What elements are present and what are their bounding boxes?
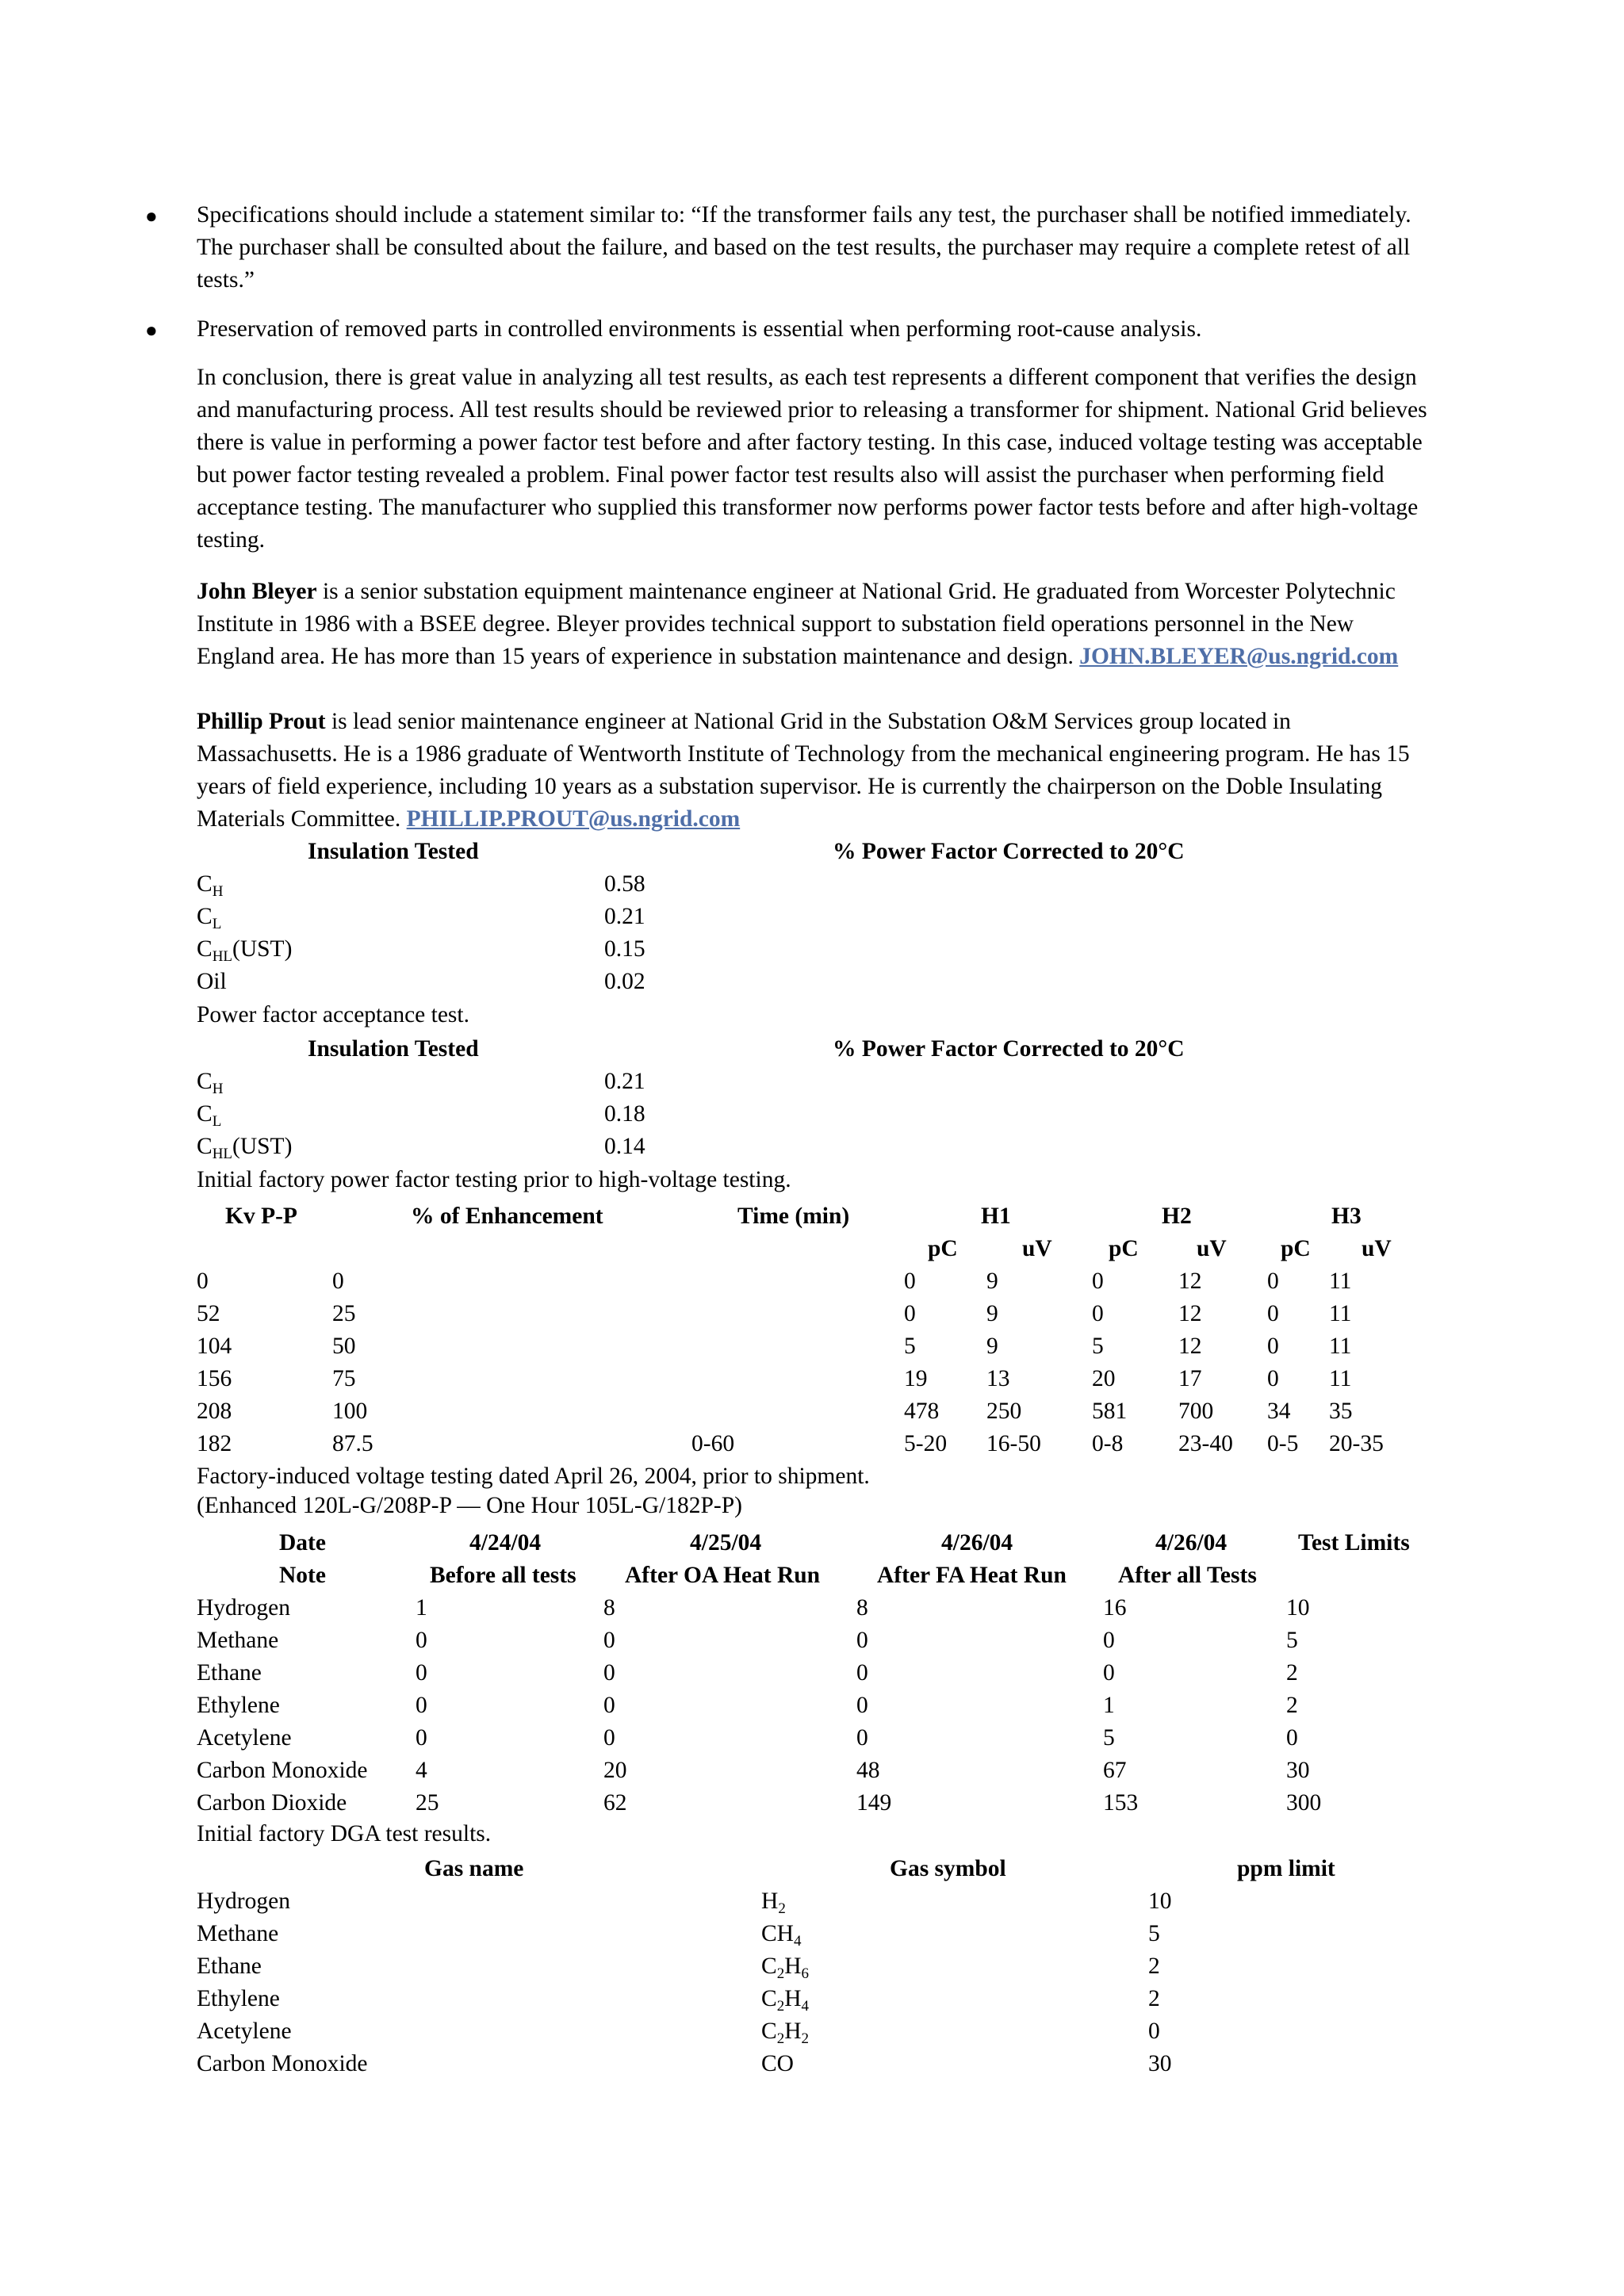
column-header: H2: [1162, 1203, 1192, 1229]
insulation-suffix: (UST): [232, 1134, 293, 1159]
insulation-label: [197, 1098, 221, 1131]
column-header: Insulation Tested: [308, 1036, 479, 1062]
table-cell: 67: [1103, 1758, 1127, 1783]
table-cell: 0: [856, 1628, 868, 1653]
insulation-symbol: C: [197, 1134, 213, 1159]
table-cell: 8: [603, 1595, 615, 1621]
insulation-label: [197, 868, 223, 901]
table-cell: 12: [1178, 1334, 1202, 1359]
insulation-symbol: C: [197, 871, 213, 897]
table-cell: 0-5: [1267, 1431, 1299, 1456]
table-cell: 156: [197, 1366, 232, 1391]
table-cell: 5: [904, 1334, 916, 1359]
table-cell: 0: [1286, 1725, 1298, 1751]
gas-name: Methane: [197, 1921, 279, 1946]
table-cell: Carbon Monoxide: [197, 1758, 368, 1783]
gas-symbol-part: H: [761, 1888, 779, 1914]
subheader: pC: [928, 1236, 958, 1261]
gas-name: Ethylene: [197, 1986, 280, 2011]
table-cell: 12: [1178, 1269, 1202, 1294]
column-header: 4/26/04: [941, 1530, 1013, 1556]
table-cell: 149: [856, 1790, 892, 1816]
ppm-limit: 2: [1148, 1986, 1160, 2011]
table-cell: 2: [1286, 1660, 1298, 1686]
ppm-limit: 2: [1148, 1954, 1160, 1979]
subheader: uV: [1022, 1236, 1052, 1261]
table-cell: 25: [332, 1301, 356, 1326]
email-link-phillip-prout[interactable]: PHILLIP.PROUT@us.ngrid.com: [406, 806, 741, 832]
table-cell: 0: [904, 1301, 916, 1326]
table-cell: 9: [986, 1334, 998, 1359]
column-header: % Power Factor Corrected to 20°C: [833, 1036, 1185, 1062]
table-cell: 4: [416, 1758, 427, 1783]
table-cell: 11: [1329, 1301, 1352, 1326]
bio-phillip-prout: [197, 706, 1418, 836]
insulation-label: [197, 933, 292, 966]
table-cell: 0: [416, 1660, 427, 1686]
gas-symbol: [761, 1885, 786, 1918]
gas-symbol-subscript: 4: [801, 1998, 809, 2015]
gas-symbol-part: H: [784, 2019, 802, 2044]
power-factor-value: 0.58: [604, 871, 645, 897]
column-header: % of Enhancement: [411, 1203, 603, 1229]
gas-symbol-part: H: [784, 1986, 802, 2011]
table-cell: 8: [856, 1595, 868, 1621]
bio-name: Phillip Prout: [197, 709, 326, 734]
insulation-subscript: H: [212, 883, 224, 900]
table-caption: Initial factory power factor testing prior to high-voltage testing.: [197, 1167, 791, 1192]
table-cell: Methane: [197, 1628, 279, 1653]
table-cell: 9: [986, 1301, 998, 1326]
ppm-limit: 10: [1148, 1888, 1172, 1914]
bullet-retest-statement: Specifications should include a statement similar to: “If the transformer fails any test, the purchaser shall be notified immediately. The purchaser shall be consulted about the failure, and based on the test results, the purchaser may require a complete retest of all tests.”: [197, 202, 1411, 293]
table-cell: 0-60: [691, 1431, 735, 1456]
column-subheader: Before all tests: [430, 1563, 576, 1588]
bullet-marker: ●: [145, 205, 158, 228]
ppm-limit: 0: [1148, 2019, 1160, 2044]
table-caption-note: (Enhanced 120L-G/208P-P — One Hour 105L-G/182P-P): [197, 1493, 742, 1518]
table-cell: 20: [1092, 1366, 1116, 1391]
subheader: pC: [1109, 1236, 1139, 1261]
power-factor-value: 0.18: [604, 1101, 645, 1127]
table-cell: 25: [416, 1790, 439, 1816]
table-cell: 100: [332, 1399, 368, 1424]
gas-symbol-subscript: 2: [776, 1998, 785, 2015]
bio-text: is lead senior maintenance engineer at National Grid in the Substation O&M Services group located in Massachusetts. He is a 1986 graduate of Wentworth Institute of Technology from the mechanical engineering program. He has 15 years of field experience, including 10 years as a substation supervisor. He is currently the chairperson on the Doble Insulating Materials Committee.: [197, 709, 1410, 832]
table-cell: 11: [1329, 1334, 1352, 1359]
column-header: 4/26/04: [1155, 1530, 1228, 1556]
column-header: H3: [1331, 1203, 1362, 1229]
power-factor-value: 0.21: [604, 1069, 645, 1094]
subheader: uV: [1197, 1236, 1227, 1261]
table-cell: 20: [603, 1758, 627, 1783]
table-cell: 50: [332, 1334, 356, 1359]
table-caption: Power factor acceptance test.: [197, 1002, 469, 1027]
table-cell: 0: [1267, 1301, 1279, 1326]
table-cell: 35: [1329, 1399, 1353, 1424]
table-cell: 208: [197, 1399, 232, 1424]
subheader: pC: [1281, 1236, 1311, 1261]
insulation-symbol: Oil: [197, 969, 227, 994]
table-cell: 11: [1329, 1366, 1352, 1391]
gas-symbol-part: C: [761, 1954, 777, 1979]
table-cell: 5-20: [904, 1431, 948, 1456]
table-cell: 478: [904, 1399, 940, 1424]
table-cell: 182: [197, 1431, 232, 1456]
table-cell: 52: [197, 1301, 220, 1326]
table-cell: 0: [856, 1660, 868, 1686]
table-cell: 0: [904, 1269, 916, 1294]
gas-symbol-part: CH: [761, 1921, 794, 1946]
table-cell: 700: [1178, 1399, 1214, 1424]
conclusion-paragraph: In conclusion, there is great value in analyzing all test results, as each test represents a different component that verifies the design and manufacturing process. All test results should be reviewed prior to releasing a transformer for shipment. National Grid believes there is value in performing a power factor test before and after factory testing. In this case, induced voltage testing was acceptable but power factor testing revealed a problem. Final power factor test results also will assist the purchaser when performing field acceptance testing. The manufacturer who supplied this transformer now performs power factor tests before and after high-voltage testing.: [197, 365, 1427, 553]
table-cell: 104: [197, 1334, 232, 1359]
column-header: ppm limit: [1237, 1856, 1335, 1881]
column-header: Gas symbol: [890, 1856, 1006, 1881]
power-factor-value: 0.14: [604, 1134, 645, 1159]
gas-name: Ethane: [197, 1954, 262, 1979]
column-header: Test Limits: [1298, 1530, 1410, 1556]
power-factor-value: 0.15: [604, 936, 645, 962]
insulation-subscript: L: [212, 1113, 222, 1130]
gas-symbol-part: CO: [761, 2051, 794, 2076]
gas-symbol-part: H: [784, 1954, 802, 1979]
bio-text: is a senior substation equipment maintenance engineer at National Grid. He graduated from Worcester Polytechnic Institute in 1986 with a BSEE degree. Bleyer provides technical support to substation field operations personnel in the New England area. He has more than 15 years of experience in substation maintenance and design.: [197, 579, 1396, 669]
insulation-symbol: C: [197, 1069, 213, 1094]
email-link-john-bleyer[interactable]: JOHN.BLEYER@us.ngrid.com: [1079, 644, 1399, 669]
table-cell: 0: [603, 1725, 615, 1751]
insulation-symbol: C: [197, 1101, 213, 1127]
gas-symbol: [761, 2048, 794, 2080]
table-cell: 1: [416, 1595, 427, 1621]
insulation-subscript: HL: [212, 948, 233, 965]
subheader: uV: [1362, 1236, 1392, 1261]
table-cell: 1: [1103, 1693, 1115, 1718]
table-caption: Factory-induced voltage testing dated April 26, 2004, prior to shipment.: [197, 1464, 870, 1489]
column-header: Insulation Tested: [308, 839, 479, 864]
table-cell: 0: [1103, 1660, 1115, 1686]
table-cell: 5: [1092, 1334, 1104, 1359]
table-cell: Ethylene: [197, 1693, 280, 1718]
column-header: % Power Factor Corrected to 20°C: [833, 839, 1185, 864]
bullet-marker: ●: [145, 319, 158, 342]
insulation-label: [197, 1066, 223, 1098]
table-cell: 581: [1092, 1399, 1128, 1424]
gas-name: Hydrogen: [197, 1888, 290, 1914]
table-cell: Carbon Dioxide: [197, 1790, 347, 1816]
table-cell: 17: [1178, 1366, 1202, 1391]
table-cell: 19: [904, 1366, 928, 1391]
gas-name: Carbon Monoxide: [197, 2051, 368, 2076]
gas-symbol-subscript: 2: [776, 2030, 785, 2047]
insulation-label: [197, 966, 227, 998]
column-header: Date: [279, 1530, 326, 1556]
table-cell: 0: [603, 1693, 615, 1718]
table-cell: 0-8: [1092, 1431, 1124, 1456]
table-cell: 0: [1092, 1301, 1104, 1326]
insulation-suffix: (UST): [232, 936, 293, 962]
insulation-symbol: C: [197, 904, 213, 929]
ppm-limit: 30: [1148, 2051, 1172, 2076]
table-cell: 300: [1286, 1790, 1322, 1816]
table-cell: 0: [416, 1725, 427, 1751]
table-cell: 0: [416, 1628, 427, 1653]
table-cell: 0: [416, 1693, 427, 1718]
column-header: Kv P-P: [225, 1203, 297, 1229]
table-cell: 250: [986, 1399, 1022, 1424]
table-cell: 30: [1286, 1758, 1310, 1783]
table-cell: 0: [1267, 1269, 1279, 1294]
insulation-symbol: C: [197, 936, 213, 962]
table-cell: 0: [1267, 1334, 1279, 1359]
table-cell: 0: [603, 1628, 615, 1653]
table-cell: 0: [332, 1269, 344, 1294]
ppm-limit: 5: [1148, 1921, 1160, 1946]
gas-symbol: [761, 1950, 809, 1983]
table-cell: 2: [1286, 1693, 1298, 1718]
table-cell: 9: [986, 1269, 998, 1294]
column-subheader: After FA Heat Run: [877, 1563, 1067, 1588]
gas-symbol-part: C: [761, 2019, 777, 2044]
column-subheader: Note: [279, 1563, 326, 1588]
table-cell: 75: [332, 1366, 356, 1391]
column-header: Time (min): [737, 1203, 850, 1229]
bio-name: John Bleyer: [197, 579, 317, 604]
power-factor-value: 0.21: [604, 904, 645, 929]
table-cell: 5: [1103, 1725, 1115, 1751]
table-cell: 16: [1103, 1595, 1127, 1621]
table-cell: 13: [986, 1366, 1010, 1391]
table-cell: Ethane: [197, 1660, 262, 1686]
gas-symbol: [761, 1983, 809, 2015]
insulation-subscript: H: [212, 1081, 224, 1097]
table-cell: 0: [1103, 1628, 1115, 1653]
column-subheader: After all Tests: [1118, 1563, 1257, 1588]
column-header: 4/25/04: [690, 1530, 762, 1556]
table-cell: 16-50: [986, 1431, 1041, 1456]
bullet-preservation: Preservation of removed parts in controlled environments is essential when performing root-cause analysis.: [197, 316, 1202, 342]
table-cell: 23-40: [1178, 1431, 1233, 1456]
gas-symbol-part: C: [761, 1986, 777, 2011]
table-cell: 0: [856, 1725, 868, 1751]
insulation-label: [197, 901, 221, 933]
table-cell: 87.5: [332, 1431, 373, 1456]
table-cell: Acetylene: [197, 1725, 292, 1751]
table-cell: 5: [1286, 1628, 1298, 1653]
table-cell: 62: [603, 1790, 627, 1816]
column-header: 4/24/04: [469, 1530, 542, 1556]
table-cell: 0: [856, 1693, 868, 1718]
table-caption: Initial factory DGA test results.: [197, 1821, 492, 1846]
insulation-subscript: HL: [212, 1146, 233, 1162]
table-cell: Hydrogen: [197, 1595, 290, 1621]
gas-symbol-subscript: 2: [801, 2030, 809, 2047]
table-cell: 0: [1092, 1269, 1104, 1294]
table-cell: 10: [1286, 1595, 1310, 1621]
insulation-label: [197, 1131, 292, 1163]
table-cell: 153: [1103, 1790, 1139, 1816]
table-cell: 20-35: [1329, 1431, 1384, 1456]
table-cell: 48: [856, 1758, 880, 1783]
table-cell: 34: [1267, 1399, 1291, 1424]
gas-symbol-subscript: 2: [778, 1900, 786, 1917]
table-cell: 12: [1178, 1301, 1202, 1326]
insulation-subscript: L: [212, 916, 222, 932]
gas-symbol-subscript: 6: [801, 1965, 809, 1982]
gas-name: Acetylene: [197, 2019, 292, 2044]
column-header: Gas name: [424, 1856, 524, 1881]
table-cell: 0: [603, 1660, 615, 1686]
table-cell: 11: [1329, 1269, 1352, 1294]
power-factor-value: 0.02: [604, 969, 645, 994]
table-cell: 0: [197, 1269, 209, 1294]
gas-symbol-subscript: 4: [793, 1933, 802, 1950]
gas-symbol: [761, 2015, 809, 2048]
column-subheader: After OA Heat Run: [625, 1563, 821, 1588]
bio-john-bleyer: [197, 576, 1422, 673]
gas-symbol: [761, 1918, 801, 1950]
gas-symbol-subscript: 2: [776, 1965, 785, 1982]
column-header: H1: [981, 1203, 1011, 1229]
table-cell: 0: [1267, 1366, 1279, 1391]
